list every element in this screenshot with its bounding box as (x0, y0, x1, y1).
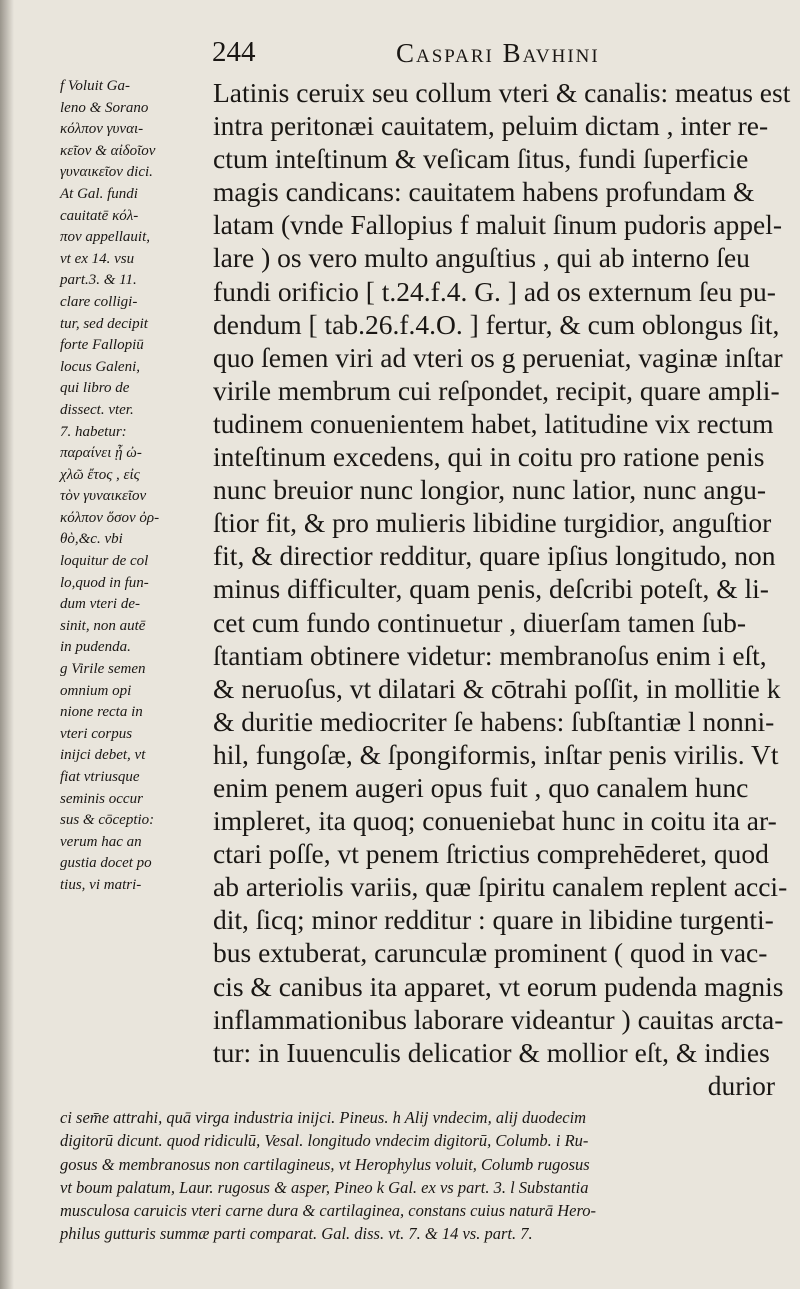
margin-note-line: fiat vtriusque (60, 769, 140, 785)
margin-notes (60, 76, 210, 897)
text-line: inteſtinum excedens, qui in coitu pro ratione penis (213, 441, 765, 473)
margin-note-line: κεῖον & αἰδοῖον (60, 142, 156, 159)
margin-note-line: tius, vi matri- (60, 876, 142, 893)
text-line: nunc breuior nunc longior, nunc latior, nunc angu- (213, 474, 766, 506)
footnote-line: ci sem̄e attrahi, quā virga industria inijci. Pineus. h Alij vndecim, alij duodecim (60, 1108, 587, 1127)
margin-note-line: clare colligi- (60, 293, 138, 310)
margin-note-line: κόλπον γυναι- (60, 121, 144, 138)
text-line: intra peritonæi cauitatem, peluim dictam , inter re- (213, 110, 769, 142)
text-line: hil, fungoſæ, & ſpongiformis, inſtar penis virilis. Vt (213, 738, 779, 770)
text-line: lare ) os vero multo anguſtius , qui ab interno ſeu (213, 242, 750, 274)
text-line: dendum [ tab.26.f.4.O. ] fertur, & cum oblongus ſit, (213, 308, 780, 340)
footnotes (60, 1106, 785, 1246)
margin-note-line: f Voluit Ga- (60, 78, 130, 94)
margin-note-line: part.3. & 11. (60, 272, 137, 289)
margin-note-line: forte Fallopiū (60, 337, 144, 354)
margin-note-line: qui libro de (60, 380, 130, 397)
margin-note-line: πον appellauit, (60, 229, 150, 246)
text-line: enim penem augeri opus fuit , quo canalem hunc (213, 771, 749, 803)
margin-note-line: παραίνει ᾗ ὠ- (60, 445, 142, 462)
catchword: durior (707, 1069, 775, 1101)
text-line: fit, & directior redditur, quare ipſius longitudo, non (213, 540, 776, 572)
text-line: Latinis ceruix seu collum vteri & canalis: meatus est (213, 77, 791, 108)
margin-note-line: sus & cōceptio: (60, 812, 155, 829)
text-line: magis candicans: cauitatem habens profundam & (213, 176, 755, 208)
text-line: & neruoſus, vt dilatari & cōtrahi poſſit, in mollitie k (213, 672, 781, 704)
text-line: tudinem conuenientem habet, latitudine vix rectum (213, 407, 774, 439)
margin-note-line: At Gal. fundi (60, 185, 138, 202)
margin-note-line: cauitatē κόλ- (60, 207, 139, 224)
text-line: ctari poſſe, vt penem ſtrictius comprehēderet, quod (213, 838, 769, 870)
main-text-block (213, 76, 795, 1102)
margin-note-line: θὸ,&c. vbi (60, 531, 123, 548)
text-line: ſtior fit, & pro mulieris libidine turgidior, anguſtior (213, 507, 772, 539)
margin-note-line: vt ex 14. vsu (60, 250, 135, 267)
margin-note-line: leno & Sorano (60, 99, 149, 116)
margin-note-line: seminis occur (60, 790, 143, 807)
margin-note-line: τὸν γυναικεῖον (60, 488, 147, 505)
text-line: virile membrum cui reſpondet, recipit, quare ampli- (213, 374, 780, 406)
text-line: inflammationibus laborare videantur ) cauitas arcta- (213, 1003, 784, 1035)
margin-note-line: tur, sed decipit (60, 315, 148, 332)
text-line: minus difficulter, quam penis, deſcribi poteſt, & li- (213, 573, 769, 605)
text-line: ab arteriolis variis, quæ ſpiritu canalem replent acci- (213, 871, 788, 903)
text-line: dit, ſicq; minor redditur : quare in libidine turgenti- (213, 904, 774, 936)
margin-note-line: dissect. vter. (60, 401, 134, 418)
margin-note-line: vteri corpus (60, 725, 133, 742)
margin-note-line: locus Galeni, (60, 358, 140, 375)
margin-note-line: loquitur de col (60, 553, 149, 570)
margin-note-line: omnium opi (60, 682, 132, 699)
margin-note-line: γυναικεῖον dici. (60, 164, 153, 181)
text-line: & duritie mediocriter ſe habens: ſubſtantiæ l nonni- (213, 705, 775, 737)
text-line: latam (vnde Fallopius f maluit ſinum pudoris appel- (213, 209, 783, 241)
footnote-line: digitorū dicunt. quod ridiculū, Vesal. longitudo vndecim digitorū, Columb. i Ru- (60, 1131, 589, 1151)
margin-note-line: inijci debet, vt (60, 747, 146, 764)
margin-note-line: κόλπον ὅσον ὀρ- (60, 509, 160, 526)
footnote-line: musculosa caruicis vteri carne dura & cartilaginea, constans cuius naturā Hero- (60, 1201, 597, 1221)
margin-note-line: gustia docet po (60, 855, 152, 872)
text-line: tur: in Iuuenculis delicatior & mollior eſt, & indies (213, 1036, 770, 1068)
margin-note-line: g Virile semen (60, 661, 146, 678)
footnote-line: philus gutturis summæ parti comparat. Gal. diss. vt. 7. & 14 vs. part. 7. (60, 1224, 533, 1244)
text-line: fundi orificio [ t.24.f.4. G. ] ad os externum ſeu pu- (213, 275, 776, 307)
text-line: cet cum fundo continuetur , diuerſam tamen ſub- (213, 606, 747, 638)
text-line: ctum inteſtinum & veſicam ſitus, fundi ſuperficie (213, 143, 749, 175)
text-line: ſtantiam obtinere videtur: membranoſus enim i eſt, (213, 639, 767, 671)
margin-note-line: lo,quod in fun- (60, 574, 149, 591)
page-number: 244 (212, 36, 256, 68)
margin-note-line: sinit, non autē (60, 617, 146, 634)
footnote-line: gosus & membranosus non cartilagineus, vt Herophylus voluit, Columb rugosus (60, 1154, 590, 1174)
margin-note-line: nione recta in (60, 704, 143, 721)
page-header (0, 32, 800, 72)
margin-note-line: χλῶ ἔτος , εἰς (60, 466, 140, 483)
text-line: bus extuberat, carunculæ prominent ( quod in vac- (213, 937, 768, 969)
margin-note-line: dum vteri de- (60, 596, 140, 613)
margin-note-line: in pudenda. (60, 639, 131, 656)
text-line: impleret, ita quoq; conueniebat hunc in coitu ita ar- (213, 805, 777, 837)
margin-note-line: 7. habetur: (60, 423, 127, 440)
footnote-line: vt boum palatum, Laur. rugosus & asper, Pineo k Gal. ex vs part. 3. l Substantia (60, 1177, 589, 1197)
gutter-shadow (0, 0, 14, 1289)
text-line: quo ſemen viri ad vteri os g perueniat, vaginæ inſtar (213, 341, 783, 373)
running-title: Caspari Bavhini (396, 38, 600, 68)
margin-note-line: verum hac an (60, 833, 142, 850)
text-line: cis & canibus ita apparet, vt eorum pudenda magnis (213, 970, 784, 1002)
